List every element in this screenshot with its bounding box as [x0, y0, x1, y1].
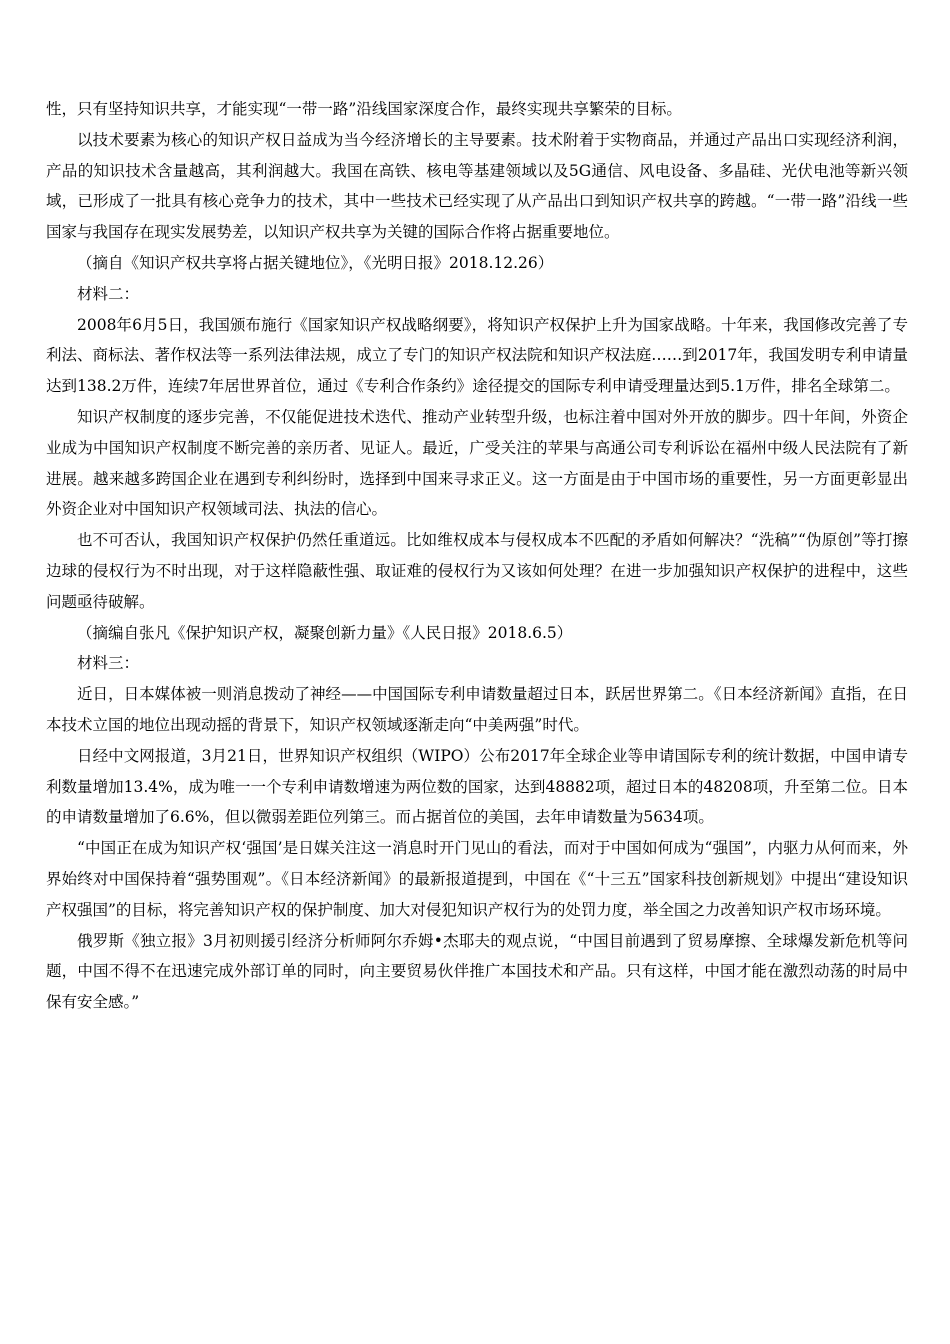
paragraph-strategy-2008: 2008年6月5日，我国颁布施行《国家知识产权战略纲要》，将知识产权保护上升为国家战略。十年来，我国修改完善了专利法、商标法、著作权法等一系列法律法规，成立了专门的知识产权法院和知识产权法庭……到2017年，我国发明专利申请量达到138.2万件，连续7年居世界首位，通过《专利合作条约》途径提交的国际专利申请受理量达到5.1万件，排名全球第二。	[46, 315, 908, 396]
paragraph-russia-view: 俄罗斯《独立报》3月初则援引经济分析师阿尔乔姆•杰耶夫的观点说，“中国目前遇到了贸易摩擦、全球爆发新危机等问题，中国不得不在迅速完成外部订单的同时，向主要贸易伙伴推广本国技术和产品。只有这样，中国才能在激烈动荡的时局中保有安全感。”	[46, 931, 908, 1012]
source-citation-1: （摘自《知识产权共享将占据关键地位》，《光明日报》2018.12.26）	[77, 253, 554, 272]
source-citation-2: （摘编自张凡《保护知识产权，凝聚创新力量》《人民日报》2018.6.5）	[77, 623, 573, 642]
material-heading-2: 材料二：	[77, 284, 140, 303]
paragraph-ip-economy: 以技术要素为核心的知识产权日益成为当今经济增长的主导要素。技术附着于实物商品，并通过产品出口实现经济利润，产品的知识技术含量越高，其利润越大。我国在高铁、核电等基建领域以及5G通信、风电设备、多晶硅、光伏电池等新兴领域，已形成了一批具有核心竞争力的技术，其中一些技术已经实现了从产品出口到知识产权共享的跨越。“一带一路”沿线一些国家与我国存在现实发展势差，以知识产权共享为关键的国际合作将占据重要地位。	[46, 130, 908, 242]
paragraph-japan-media: 近日，日本媒体被一则消息拨动了神经——中国国际专利申请数量超过日本，跃居世界第二。《日本经济新闻》直指，在日本技术立国的地位出现动摇的背景下，知识产权领域逐渐走向“中美两强”时代。	[46, 685, 908, 734]
paragraph-ip-system: 知识产权制度的逐步完善，不仅能促进技术迭代、推动产业转型升级，也标注着中国对外开放的脚步。四十年间，外资企业成为中国知识产权制度不断完善的亲历者、见证人。最近，广受关注的苹果与高通公司专利诉讼在福州中级人民法院有了新进展。越来越多跨国企业在遇到专利纠纷时，选择到中国来寻求正义。这一方面是由于中国市场的重要性，另一方面更彰显出外资企业对中国知识产权领域司法、执法的信心。	[46, 407, 908, 519]
paragraph-ip-power: “中国正在成为知识产权‘强国’是日媒关注这一消息时开门见山的看法，而对于中国如何成为“强国”，内驱力从何而来，外界始终对中国保持着“强势围观”。《日本经济新闻》的最新报道提到，中国在《“十三五”国家科技创新规划》中提出“建设知识产权强国”的目标，将完善知识产权的保护制度、加大对侵犯知识产权行为的处罚力度，举全国之力改善知识产权市场环境。	[46, 839, 908, 919]
paragraph-continuation: 性，只有坚持知识共享，才能实现“一带一路”沿线国家深度合作，最终实现共享繁荣的目标。	[46, 100, 682, 118]
document-page	[46, 94, 908, 1018]
paragraph-wipo-stats: 日经中文网报道，3月21日，世界知识产权组织（WIPO）公布2017年全球企业等申请国际专利的统计数据，中国申请专利数量增加13.4%，成为唯一一个专利申请数增速为两位数的国家，达到48882项，超过日本的48208项，升至第二位。日本的申请数量增加了6.6%，但以微弱差距位列第三。而占据首位的美国，去年申请数量为5634项。	[46, 746, 908, 827]
paragraph-ip-challenges: 也不可否认，我国知识产权保护仍然任重道远。比如维权成本与侵权成本不匹配的矛盾如何解决？“洗稿”“伪原创”等打擦边球的侵权行为不时出现，对于这样隐蔽性强、取证难的侵权行为又该如何处理？在进一步加强知识产权保护的进程中，这些问题亟待破解。	[46, 531, 908, 611]
material-heading-3: 材料三：	[77, 654, 140, 673]
